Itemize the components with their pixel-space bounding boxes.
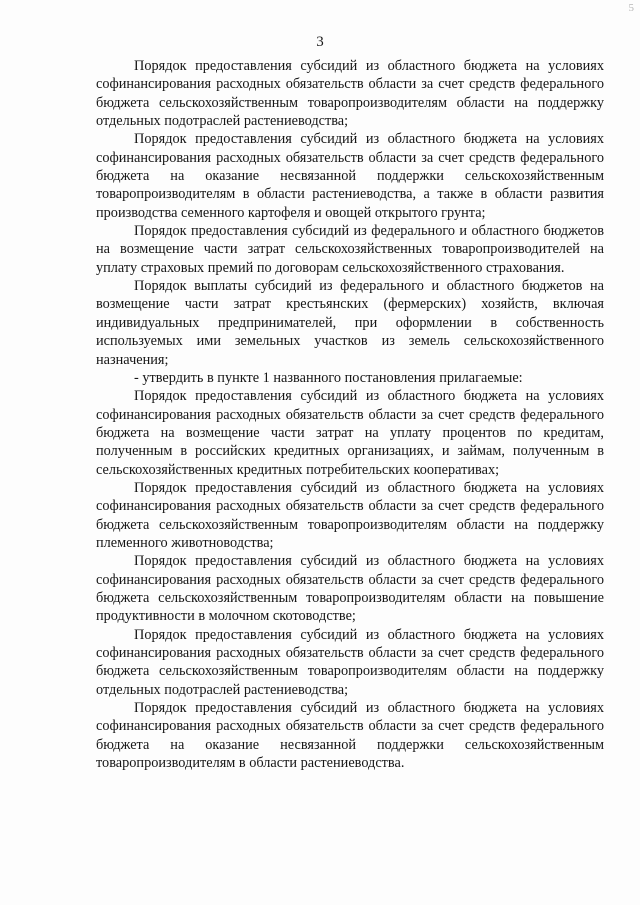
corner-mark: 5 bbox=[628, 2, 634, 14]
document-body bbox=[96, 57, 604, 772]
paragraph: Порядок предоставления субсидий из областного бюджета на условиях софинансирования расходных обязательств области за счет средств федерального бюджета на возмещение части затрат на уплату процентов по кредитам, полученным в российских кредитных организациях, и займам, полученным в сельскохозяйственных кредитных потребительских кооперативах; bbox=[96, 388, 604, 478]
paragraph: - утвердить в пункте 1 названного постановления прилагаемые: bbox=[134, 369, 523, 386]
paragraph: Порядок выплаты субсидий из федерального и областного бюджетов на возмещение части затрат крестьянских (фермерских) хозяйств, включая индивидуальных предпринимателей, при оформлении в собственность используемых ими земельных участков из земель сельскохозяйственного назначения; bbox=[96, 278, 604, 368]
page-number: 3 bbox=[316, 34, 324, 50]
paragraph: Порядок предоставления субсидий из областного бюджета на условиях софинансирования расходных обязательств области за счет средств федерального бюджета на оказание несвязанной поддержки сельскохозяйственным товаропроизводителям в области растениеводства. bbox=[96, 700, 604, 772]
paragraph: Порядок предоставления субсидий из областного бюджета на условиях софинансирования расходных обязательств области за счет средств федерального бюджета сельскохозяйственным товаропроизводителям области на поддержку племенного животноводства; bbox=[96, 479, 604, 551]
paragraph: Порядок предоставления субсидий из областного бюджета на условиях софинансирования расходных обязательств области за счет средств федерального бюджета сельскохозяйственным товаропроизводителям области на поддержку отдельных подотраслей растениеводства; bbox=[96, 626, 604, 698]
paragraph: Порядок предоставления субсидий из областного бюджета на условиях софинансирования расходных обязательств области за счет средств федерального бюджета на оказание несвязанной поддержки сельскохозяйственным товаропроизводителям в области растениеводства, а также в области развития производства семенного картофеля и овощей открытого грунта; bbox=[96, 131, 604, 221]
paragraph: Порядок предоставления субсидий из федерального и областного бюджетов на возмещение части затрат сельскохозяйственных товаропроизводителей на уплату страховых премий по договорам сельскохозяйственного страхования. bbox=[96, 223, 604, 276]
paragraph: Порядок предоставления субсидий из областного бюджета на условиях софинансирования расходных обязательств области за счет средств федерального бюджета сельскохозяйственным товаропроизводителям области на поддержку отдельных подотраслей растениеводства; bbox=[96, 58, 604, 130]
paragraph: Порядок предоставления субсидий из областного бюджета на условиях софинансирования расходных обязательств области за счет средств федерального бюджета сельскохозяйственным товаропроизводителям области на повышение продуктивности в молочном скотоводстве; bbox=[96, 553, 604, 625]
